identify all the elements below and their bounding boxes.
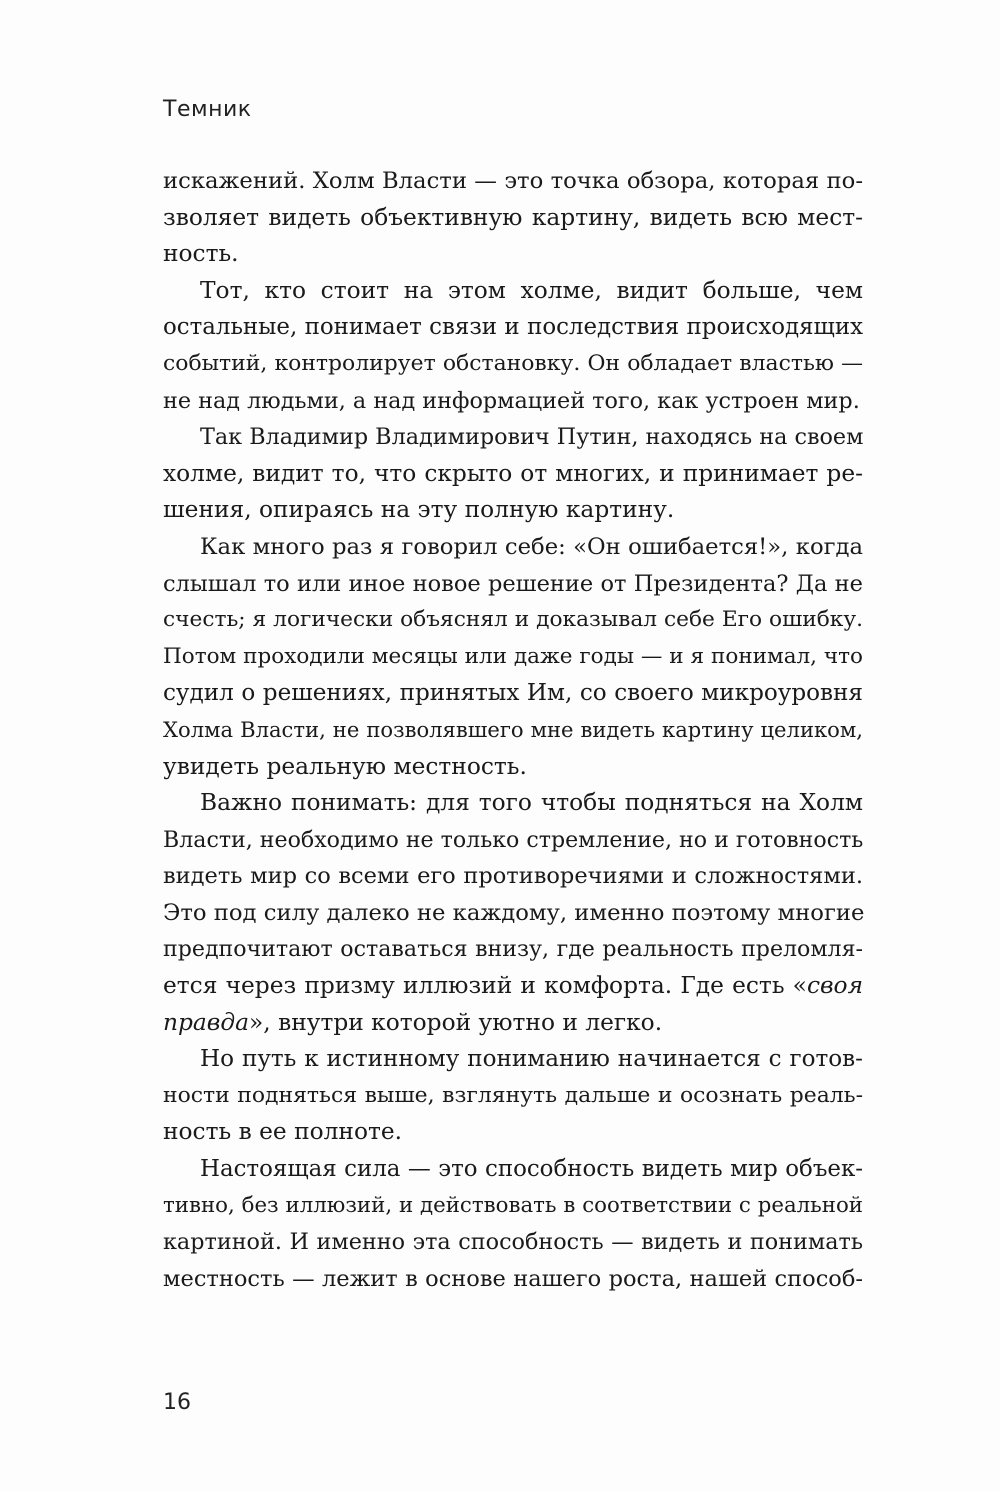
text-segment: Власти, необходимо не только стремление, но и готовность (163, 826, 864, 853)
text-line (163, 419, 863, 456)
running-head: Темник (163, 97, 252, 122)
text-segment: Потом проходили месяцы или даже годы — и я понимал, что (163, 643, 863, 669)
text-segment: Важно понимать: для того чтобы подняться на Холм (200, 789, 863, 817)
text-line (163, 163, 863, 200)
text-segment: Так Владимир Владимирович Путин, находясь на своем (200, 424, 864, 451)
text-segment: Настоящая сила — это способность видеть мир объек- (200, 1156, 863, 1183)
text-line (163, 236, 863, 273)
text-segment: ность в ее полноте. (163, 1118, 403, 1146)
text-segment: счесть; я логически объяснял и доказывал себе Его ошибку. (163, 607, 863, 633)
text-segment: зволяет видеть объективную картину, видеть всю мест- (163, 203, 863, 231)
text-segment: увидеть реальную местность. (163, 752, 527, 780)
text-line (163, 566, 863, 603)
text-line (163, 1188, 863, 1225)
text-segment: остальные, понимает связи и последствия происходящих (163, 314, 863, 341)
text-segment: ность. (163, 240, 239, 268)
text-line (163, 1114, 863, 1151)
text-segment: судил о решениях, принятых Им, со своего микроуровня (163, 680, 863, 707)
text-line (163, 1078, 863, 1115)
body-text (163, 163, 863, 1297)
text-line (163, 492, 863, 529)
text-segment: ется через призму иллюзий и комфорта. Где есть « (163, 972, 807, 1000)
page-number: 16 (163, 1390, 191, 1415)
text-line (163, 968, 863, 1005)
text-line (163, 529, 863, 566)
text-segment: Это под силу далеко не каждому, именно поэтому многие (163, 899, 865, 926)
text-segment: ности подняться выше, взглянуть дальше и осознать реаль- (163, 1082, 863, 1108)
italic-segment: своя (806, 972, 863, 1000)
text-segment: видеть мир со всеми его противоречиями и сложностями. (163, 863, 863, 890)
text-line (163, 1041, 863, 1078)
text-segment: местность — лежит в основе нашего роста, нашей способ- (163, 1265, 863, 1292)
text-line (163, 456, 863, 493)
text-segment: не над людьми, а над информацией того, как устроен мир. (163, 387, 860, 414)
italic-segment: правда (163, 1008, 250, 1036)
text-segment: тивно, без иллюзий, и действовать в соответствии с реальной (163, 1192, 863, 1218)
text-line (163, 1005, 863, 1042)
text-segment: Холма Власти, не позволявшего мне видеть картину целиком, (163, 716, 863, 742)
text-segment: Но путь к истинному пониманию начинается с готов- (200, 1046, 863, 1073)
text-line (163, 200, 863, 237)
text-line (163, 895, 863, 932)
text-segment: холме, видит то, что скрыто от многих, и принимает ре- (163, 459, 863, 487)
text-line (163, 785, 863, 822)
text-line (163, 273, 863, 310)
text-segment: Тот, кто стоит на этом холме, видит больше, чем (200, 276, 863, 304)
text-line (163, 931, 863, 968)
text-line (163, 1261, 863, 1298)
text-segment: искажений. Холм Власти — это точка обзора, которая по- (163, 168, 863, 194)
text-segment: картиной. И именно эта способность — видеть и понимать (163, 1229, 863, 1256)
text-line (163, 602, 863, 639)
text-line (163, 858, 863, 895)
text-line (163, 749, 863, 786)
text-segment: Как много раз я говорил себе: «Он ошибается!», когда (200, 533, 863, 560)
text-line (163, 309, 863, 346)
text-line (163, 822, 863, 859)
text-line (163, 1151, 863, 1188)
text-line (163, 346, 863, 383)
text-segment: событий, контролирует обстановку. Он обладает властью — (163, 350, 863, 376)
text-line (163, 1224, 863, 1261)
text-segment: », внутри которой уютно и легко. (249, 1008, 663, 1036)
text-segment: предпочитают оставаться внизу, где реальность преломля- (163, 936, 863, 963)
text-line (163, 383, 863, 420)
text-line (163, 712, 863, 749)
text-line (163, 675, 863, 712)
text-line (163, 639, 863, 676)
text-segment: слышал то или иное новое решение от Президента? Да не (163, 570, 863, 597)
text-segment: шения, опираясь на эту полную картину. (163, 496, 675, 524)
